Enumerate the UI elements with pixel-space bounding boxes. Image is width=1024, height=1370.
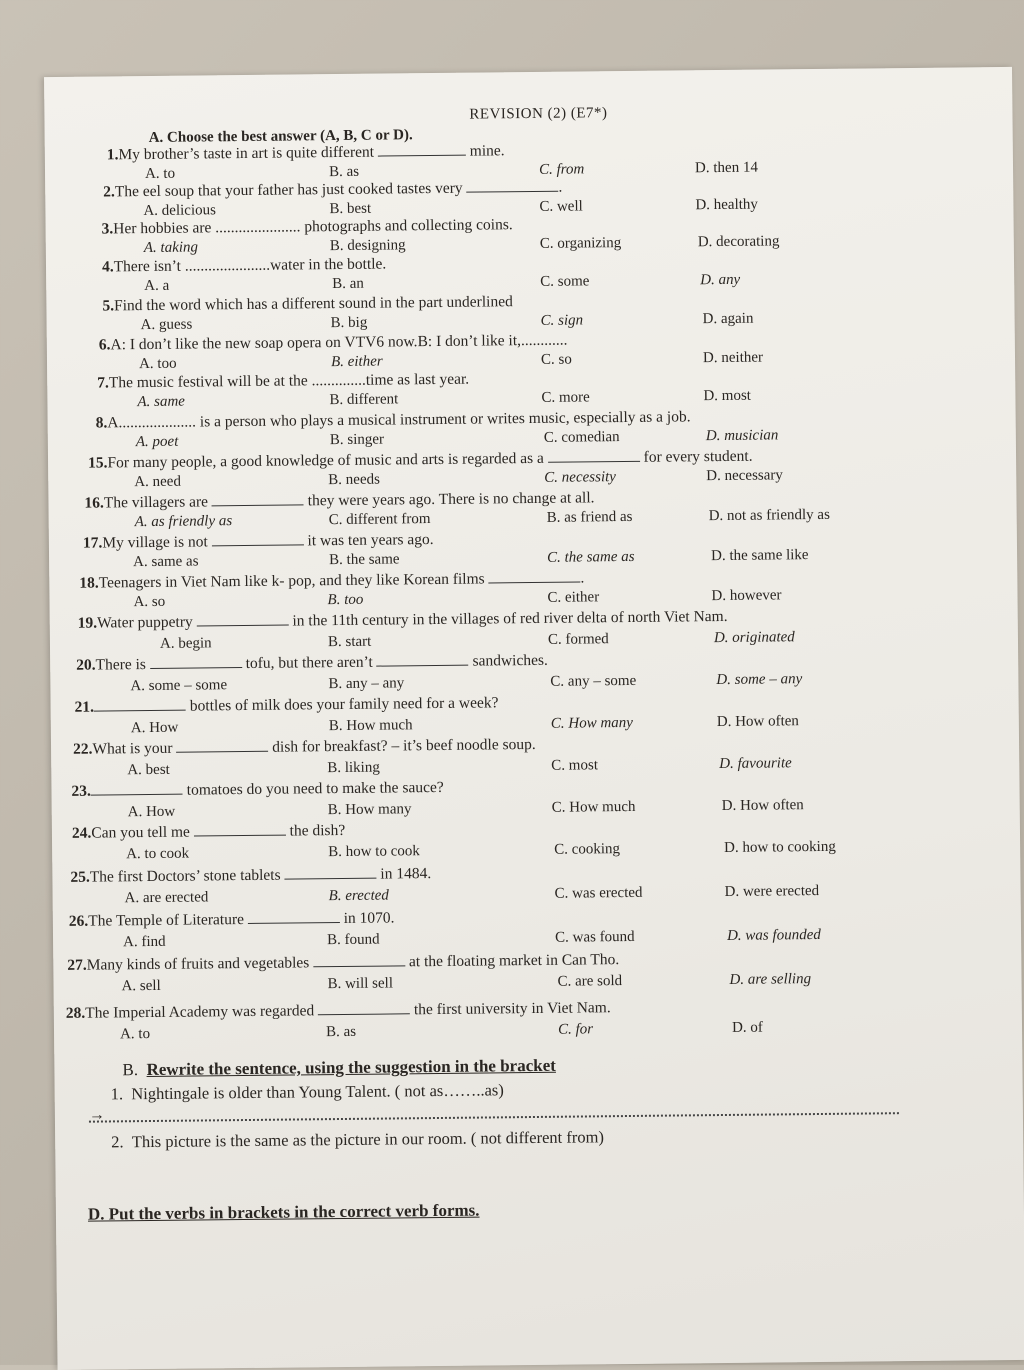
answer-option[interactable]: D. healthy <box>695 197 758 215</box>
answer-option[interactable]: D. are selling <box>729 971 811 989</box>
page-title: REVISION (2) (E7*) <box>44 101 1012 128</box>
answer-option[interactable]: B. as friend as <box>547 509 633 527</box>
answer-option[interactable]: C. some <box>540 273 589 291</box>
answer-option[interactable]: C. the same as <box>547 549 635 567</box>
answer-option[interactable]: C. for <box>558 1021 593 1038</box>
answer-option[interactable]: C. so <box>541 352 572 369</box>
rewrite-number: 2. <box>111 1132 124 1151</box>
question-number: 26. <box>69 913 89 930</box>
answer-option[interactable]: A. so <box>133 594 165 611</box>
question-number: 7. <box>97 374 109 391</box>
section-b-label: B. <box>122 1060 138 1079</box>
answer-blank[interactable] <box>377 653 469 667</box>
answer-option[interactable]: D. the same like <box>711 547 809 565</box>
answer-option[interactable]: D. of <box>732 1020 763 1037</box>
answer-option[interactable]: D. how to cooking <box>724 839 836 857</box>
question-number: 5. <box>102 297 114 314</box>
answer-option[interactable]: D. were erected <box>725 883 820 901</box>
question-text: The Imperial Academy was regarded <box>85 1002 318 1021</box>
answer-option[interactable]: B. start <box>328 634 372 651</box>
answer-blank[interactable] <box>548 449 640 463</box>
answer-option[interactable]: A. some – some <box>130 677 227 695</box>
question-text: Her hobbies are ...................... <box>113 218 300 237</box>
question-number: 18. <box>79 575 99 592</box>
answer-blank[interactable] <box>212 532 304 546</box>
answer-option[interactable]: A. How <box>128 804 176 821</box>
answer-option[interactable]: B. too <box>327 592 363 609</box>
question-number: 19. <box>78 615 98 632</box>
rewrite-text: This picture is the same as the picture in our room. ( not different from) <box>132 1127 604 1151</box>
question-text: Water puppetry <box>97 614 197 632</box>
answer-option[interactable]: C. any – some <box>550 673 636 691</box>
answer-option[interactable]: A. a <box>144 278 169 295</box>
question-line <box>67 951 619 975</box>
question-number: 16. <box>84 494 104 511</box>
answer-option[interactable]: C. either <box>547 589 599 607</box>
answer-option[interactable]: C. cooking <box>554 841 620 859</box>
question-text: B: I don’t like it,............ <box>417 332 567 351</box>
question-number: 6. <box>99 336 111 353</box>
answer-option[interactable]: D. then 14 <box>695 160 758 178</box>
question-number: 25. <box>70 869 90 886</box>
rewrite-item <box>111 1080 504 1104</box>
worksheet-paper <box>44 67 1024 1370</box>
question-text: tofu, but there aren’t <box>242 654 377 672</box>
question-text: My brother’s taste in art is quite different <box>118 144 378 164</box>
question-text: in 1484. <box>376 865 431 883</box>
answer-option[interactable]: A. as friendly as <box>135 513 233 531</box>
answer-blank[interactable] <box>318 1001 410 1015</box>
answer-option[interactable]: B. an <box>332 276 364 293</box>
answer-option[interactable]: C. are sold <box>557 973 622 991</box>
answer-blank[interactable] <box>466 179 558 193</box>
section-b-heading <box>122 1056 556 1081</box>
question-text: For many people, a good knowledge of music and arts is regarded as a <box>107 450 547 472</box>
question-line <box>71 779 443 801</box>
answer-option[interactable]: C. was found <box>555 929 635 947</box>
question-text: A.................... <box>107 413 200 431</box>
answer-option[interactable]: B. How many <box>328 801 412 819</box>
section-d-heading: D. Put the verbs in brackets in the correct verb forms. <box>88 1201 480 1225</box>
answer-option[interactable]: D. not as friendly as <box>709 507 830 525</box>
question-number: 3. <box>102 220 114 237</box>
answer-option[interactable]: B. erected <box>329 888 389 906</box>
question-text: . <box>558 179 562 196</box>
question-line <box>73 736 536 759</box>
answer-option[interactable]: B. either <box>331 354 383 372</box>
answer-option[interactable]: C. comedian <box>544 429 620 447</box>
answer-option[interactable]: D. necessary <box>706 467 783 485</box>
question-text: mine. <box>466 142 505 159</box>
answer-option[interactable]: B. any – any <box>328 675 404 693</box>
question-text: in 1070. <box>340 909 395 927</box>
arrow-icon: → <box>89 1106 105 1124</box>
answer-option[interactable]: C. was erected <box>555 885 643 903</box>
answer-option[interactable]: C. formed <box>548 631 609 649</box>
question-line <box>84 489 594 512</box>
answer-option[interactable]: B. big <box>331 315 368 332</box>
answer-option[interactable]: D. again <box>703 311 754 329</box>
question-text: The first Doctors’ stone tablets <box>90 867 285 886</box>
question-number: 20. <box>76 657 96 674</box>
answer-option[interactable]: A. to <box>145 166 175 183</box>
section-b-text: Rewrite the sentence, using the suggestion in the bracket <box>146 1056 556 1079</box>
answer-option[interactable]: A. to cook <box>126 846 189 864</box>
answer-option[interactable]: D. most <box>703 388 751 405</box>
question-text: . <box>580 569 584 586</box>
question-number: 27. <box>67 957 87 974</box>
answer-option[interactable]: B. how to cook <box>328 843 420 861</box>
answer-option[interactable]: C. necessity <box>544 469 616 487</box>
question-text: dish for breakfast? – it’s beef noodle soup. <box>268 736 535 756</box>
question-line <box>70 865 431 887</box>
answer-option[interactable]: B. as <box>329 164 359 181</box>
question-number: 2. <box>103 183 115 200</box>
question-text: in the 11th century in the villages of red river delta of north Viet Nam. <box>288 608 727 630</box>
answer-option[interactable]: C. most <box>551 757 598 774</box>
answer-option[interactable]: A. too <box>139 356 177 373</box>
question-text: at the floating market in Can Tho. <box>405 951 619 970</box>
answer-option[interactable]: C. organizing <box>540 235 622 253</box>
question-line <box>78 608 728 633</box>
question-text: Can you tell me <box>91 824 194 842</box>
question-text: bottles of milk does your family need for a week? <box>186 694 499 714</box>
answer-blank[interactable] <box>488 569 580 583</box>
question-text: for every student. <box>640 448 753 466</box>
question-text: The eel soup that your father has just cooked tastes very <box>115 180 467 201</box>
question-text: water in the bottle. <box>270 255 386 273</box>
answer-option[interactable]: D. favourite <box>719 755 792 773</box>
answer-option[interactable]: B. How much <box>329 717 413 735</box>
answer-blank[interactable] <box>176 739 268 753</box>
question-line <box>99 332 568 355</box>
question-number: 17. <box>83 534 103 551</box>
question-text: they were years ago. There is no change at all. <box>304 489 595 509</box>
answer-option[interactable]: B. best <box>329 201 371 218</box>
answer-option[interactable]: B. the same <box>329 551 400 569</box>
answer-option[interactable]: C. different from <box>329 511 431 529</box>
answer-option[interactable]: A. guess <box>141 317 193 335</box>
question-text: A: I don’t like the new soap opera on VTV6 now. <box>110 333 417 353</box>
question-text: Many kinds of fruits and vegetables <box>87 954 314 973</box>
answer-option[interactable]: B. will sell <box>327 975 393 993</box>
answer-blank[interactable] <box>91 782 183 796</box>
answer-option[interactable]: B. singer <box>330 432 384 450</box>
question-line <box>102 255 386 276</box>
section-a-heading: A. Choose the best answer (A, B, C or D). <box>149 127 413 147</box>
question-list <box>44 67 1012 77</box>
question-line <box>69 909 395 930</box>
question-line <box>79 569 584 592</box>
question-line <box>102 293 513 315</box>
answer-option[interactable]: C. How much <box>552 799 636 817</box>
question-text: What is your <box>92 740 176 758</box>
answer-option[interactable]: A. are erected <box>125 889 209 907</box>
question-number: 24. <box>72 825 92 842</box>
question-text: My village is not <box>102 533 212 551</box>
answer-option[interactable]: A. find <box>123 934 166 951</box>
answer-line[interactable] <box>89 1112 899 1122</box>
answer-option[interactable]: A. How <box>131 720 179 737</box>
question-line <box>88 448 753 473</box>
answer-option[interactable]: D. How often <box>722 797 804 815</box>
question-text: Teenagers in Viet Nam like k- pop, and they like Korean films <box>99 570 489 591</box>
answer-option[interactable]: D. originated <box>714 629 795 647</box>
question-text: the dish? <box>286 822 346 840</box>
question-number: 8. <box>96 414 108 431</box>
question-text: The music festival will be at the .............. <box>109 372 366 392</box>
answer-option[interactable]: D. musician <box>706 427 779 445</box>
question-line <box>76 652 548 675</box>
rewrite-text: Nightingale is older than Young Talent. ( not as……..as) <box>131 1080 504 1103</box>
question-text: is a person who plays a musical instrument or writes music, especially as a job. <box>200 408 691 430</box>
answer-option[interactable]: D. How often <box>717 713 799 731</box>
answer-option[interactable]: C. sign <box>541 312 584 329</box>
answer-option[interactable]: B. liking <box>327 760 380 778</box>
answer-blank[interactable] <box>94 698 186 712</box>
question-number: 4. <box>102 258 114 275</box>
answer-blank[interactable] <box>248 910 340 924</box>
question-line <box>103 179 562 202</box>
question-line <box>97 371 469 393</box>
question-line <box>83 531 434 553</box>
answer-option[interactable]: A. poet <box>136 434 179 451</box>
answer-blank[interactable] <box>378 143 466 157</box>
answer-option[interactable]: B. different <box>329 391 398 409</box>
answer-option[interactable]: A. delicious <box>143 202 216 220</box>
question-text: The Temple of Literature <box>88 911 248 930</box>
answer-option[interactable]: C. from <box>539 161 584 178</box>
answer-option[interactable]: D. some – any <box>716 671 802 689</box>
question-text: Find the word which has a different sound in the part underlined <box>114 293 513 314</box>
answer-blank[interactable] <box>284 866 376 880</box>
answer-blank[interactable] <box>150 655 242 669</box>
question-text: tomatoes do you need to make the sauce? <box>183 779 444 799</box>
question-number: 21. <box>75 699 95 716</box>
question-text: There isn’t ...................... <box>114 257 271 276</box>
question-number: 22. <box>73 741 93 758</box>
question-number: 23. <box>71 783 91 800</box>
answer-option[interactable]: D. decorating <box>698 233 780 251</box>
question-number: 15. <box>88 454 108 471</box>
answer-blank[interactable] <box>212 492 304 506</box>
question-text: The villagers are <box>104 493 212 511</box>
answer-option[interactable]: D. neither <box>703 350 763 368</box>
answer-option[interactable]: A. taking <box>144 239 198 257</box>
answer-option[interactable]: A. to <box>120 1026 150 1043</box>
answer-option[interactable]: B. as <box>326 1024 356 1041</box>
question-line <box>66 999 611 1023</box>
answer-option[interactable]: C. more <box>541 389 590 407</box>
answer-option[interactable]: A. begin <box>160 635 212 653</box>
question-text: it was ten years ago. <box>304 531 434 549</box>
answer-blank[interactable] <box>313 953 405 967</box>
answer-blank[interactable] <box>196 613 288 627</box>
rewrite-number: 1. <box>111 1084 124 1103</box>
question-line <box>75 694 499 716</box>
question-text: sandwiches. <box>469 652 548 670</box>
question-text: photographs and collecting coins. <box>300 216 512 235</box>
question-number: 28. <box>66 1005 86 1022</box>
answer-option[interactable]: B. found <box>327 932 380 950</box>
answer-option[interactable]: A. sell <box>121 978 160 995</box>
rewrite-item <box>111 1127 604 1152</box>
answer-blank[interactable] <box>194 823 286 837</box>
answer-option[interactable]: D. any <box>700 272 740 289</box>
answer-option[interactable]: C. well <box>539 198 583 215</box>
question-number: 1. <box>107 146 119 163</box>
question-line <box>107 142 505 164</box>
answer-option[interactable]: A. best <box>127 762 170 779</box>
answer-option[interactable]: C. How many <box>551 715 633 733</box>
answer-option[interactable]: A. same as <box>133 553 199 571</box>
answer-option[interactable]: A. same <box>137 394 185 411</box>
question-line <box>102 216 513 238</box>
question-text: time as last year. <box>366 371 469 389</box>
answer-option[interactable]: D. however <box>711 587 781 605</box>
question-line <box>72 822 345 843</box>
answer-option[interactable]: A. need <box>134 474 181 491</box>
question-text: There is <box>95 656 149 674</box>
answer-option[interactable]: D. was founded <box>727 927 821 945</box>
question-text: the first university in Viet Nam. <box>410 999 611 1018</box>
answer-option[interactable]: B. designing <box>330 237 406 255</box>
answer-option[interactable]: B. needs <box>328 472 380 490</box>
